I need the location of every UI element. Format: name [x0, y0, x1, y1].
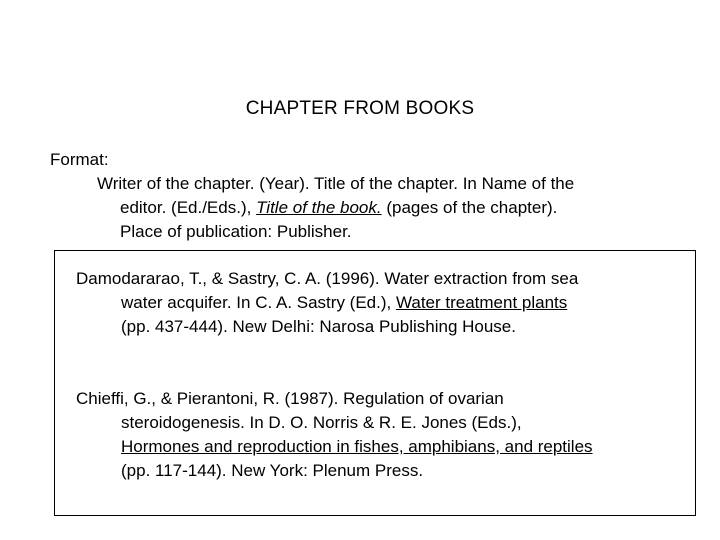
ref1-book-title: Water treatment plants [395, 293, 568, 312]
reference-entry-2 [76, 387, 599, 483]
slide-title: CHAPTER FROM BOOKS [245, 98, 475, 119]
ref2-text-part1: Chieffi, G., & Pierantoni, R. (1987). Regulation of ovarian steroidogenesis. In D. O. Norris & R. E. Jones (Eds.), [76, 389, 522, 432]
format-book-title: Title of the book. [256, 198, 382, 217]
reference-entry-1 [76, 267, 599, 339]
ref1-text-part1: Damodararao, T., & Sastry, C. A. (1996). Water extraction from sea water acquifer. [76, 269, 579, 312]
examples-box [54, 250, 696, 516]
ref1-in-word: In [236, 293, 251, 312]
format-text-part3: (pages of the chapter). Place of publication: Publisher. [120, 198, 558, 241]
ref2-book-title: Hormones and reproduction in fishes, amphibians, and reptiles [121, 437, 593, 456]
format-text-part2: Name of the editor. (Ed./Eds.), [120, 174, 575, 217]
format-text-part1: Writer of the chapter. (Year). Title of the chapter. [97, 174, 463, 193]
format-template-entry [73, 172, 598, 244]
ref1-text-part3: (pp. 437-444). New Delhi: Narosa Publishing House. [121, 317, 516, 336]
format-label: Format: [50, 150, 109, 169]
format-section [50, 148, 610, 244]
ref1-text-part2: C. A. Sastry (Ed.), [250, 293, 396, 312]
format-in-word: In [462, 174, 477, 193]
ref2-text-part3: (pp. 117-144). New York: Plenum Press. [121, 461, 424, 480]
